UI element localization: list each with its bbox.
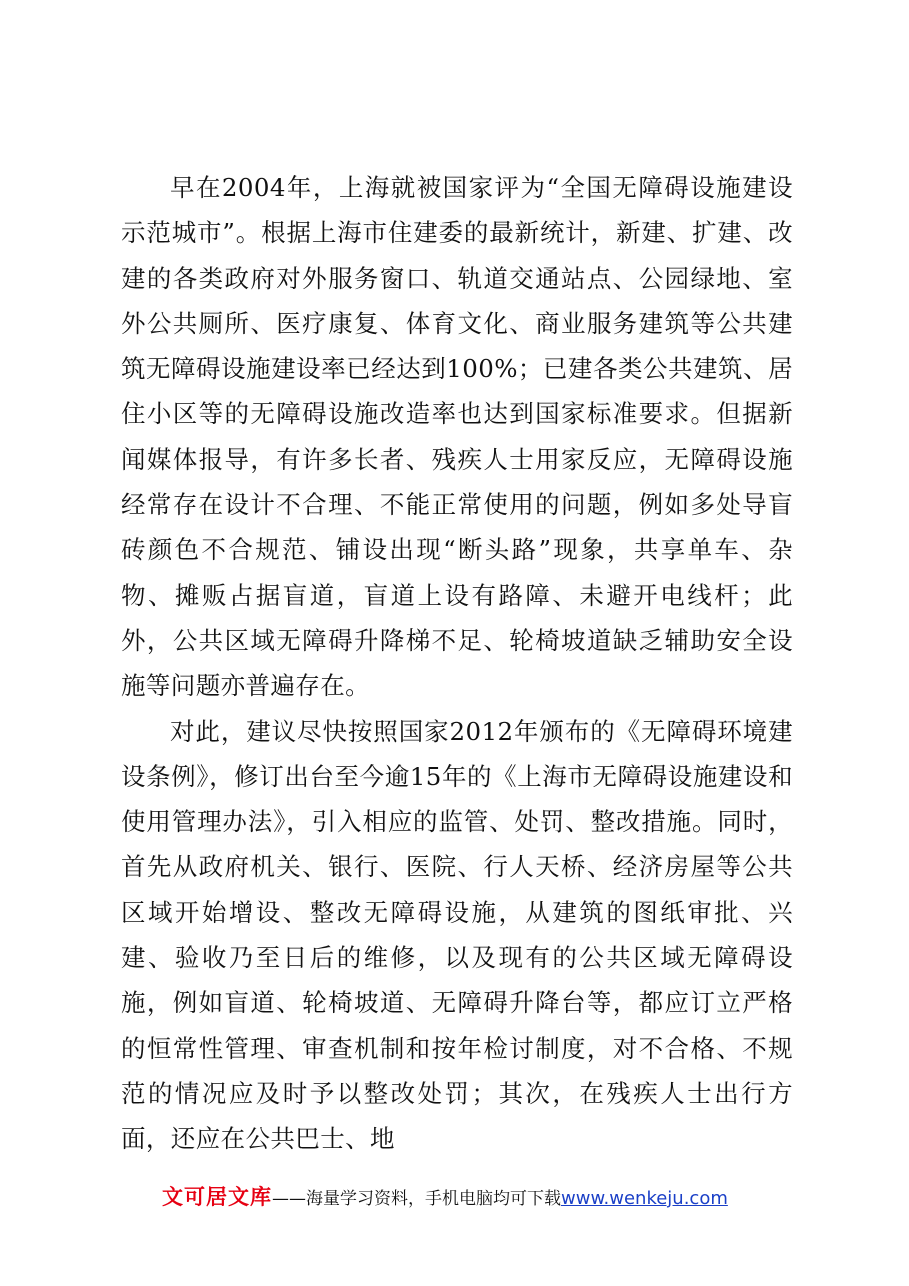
footer-brand-name: 文可居文库 bbox=[162, 1185, 272, 1209]
paragraph-1: 早在2004年，上海就被国家评为“全国无障碍设施建设示范城市”。根据上海市住建委的最新统计，新建、扩建、改建的各类政府对外服务窗口、轨道交通站点、公园绿地、室外公共厕所、医疗康复、体育文化、商业服务建筑等公共建筑无障碍设施建设率已经达到100%；已建各类公共建筑、居住小区等的无障碍设施改造率也达到国家标准要求。但据新闻媒体报导，有许多长者、残疾人士用家反应，无障碍设施经常存在设计不合理、不能正常使用的问题，例如多处导盲砖颜色不合规范、铺设出现“断头路”现象，共享单车、杂物、摊贩占据盲道，盲道上设有路障、未避开电线杆；此外，公共区域无障碍升降梯不足、轮椅坡道缺乏辅助安全设施等问题亦普遍存在。 bbox=[121, 173, 793, 701]
document-body bbox=[121, 165, 793, 1162]
footer-website-link[interactable]: www.wenkeju.com bbox=[561, 1188, 728, 1209]
paragraph-2: 对此，建议尽快按照国家2012年颁布的《无障碍环境建设条例》，修订出台至今逾15年的《上海市无障碍设施建设和使用管理办法》，引入相应的监管、处罚、整改措施。同时，首先从政府机关、银行、医院、行人天桥、经济房屋等公共区域开始增设、整改无障碍设施，从建筑的图纸审批、兴建、验收乃至日后的维修，以及现有的公共区域无障碍设施，例如盲道、轮椅坡道、无障碍升降台等，都应订立严格的恒常性管理、审查机制和按年检讨制度，对不合格、不规范的情况应及时予以整改处罚；其次，在残疾人士出行方面，还应在公共巴士、地 bbox=[121, 716, 793, 1154]
footer-slogan: ——海量学习资料，手机电脑均可下载 bbox=[272, 1189, 561, 1209]
footer-banner bbox=[162, 1181, 862, 1211]
